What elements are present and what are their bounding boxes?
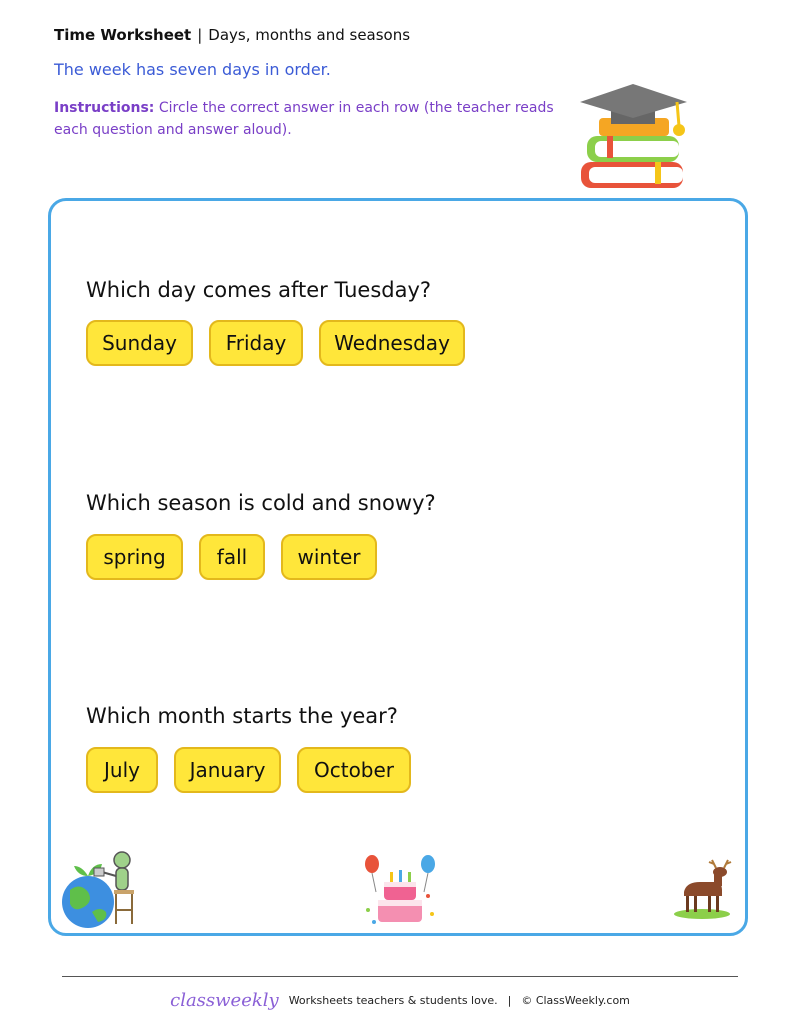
answer-option[interactable]: Sunday — [86, 320, 193, 366]
instructions — [54, 97, 574, 141]
footer-separator: | — [507, 994, 512, 1007]
answer-row-1 — [86, 320, 465, 366]
answer-option[interactable]: July — [86, 747, 158, 793]
answer-row-3 — [86, 747, 411, 793]
instructions-text: Circle the correct answer in each row (the teacher reads each question and answer aloud). — [54, 100, 554, 138]
brand-logo: classweekly — [170, 990, 279, 1011]
worksheet-title: Time Worksheet — [54, 26, 192, 44]
answer-option[interactable]: spring — [86, 534, 183, 580]
instructions-label: Instructions: — [54, 100, 155, 116]
answer-option[interactable]: Wednesday — [319, 320, 465, 366]
question-1: Which day comes after Tuesday? — [86, 278, 432, 302]
answer-option[interactable]: October — [297, 747, 411, 793]
footer — [0, 990, 800, 1011]
answer-option[interactable]: Friday — [209, 320, 303, 366]
books-graduation-cap-icon — [575, 80, 690, 195]
answer-option[interactable]: winter — [281, 534, 377, 580]
header-separator: | — [197, 26, 203, 44]
worksheet-header — [54, 26, 410, 44]
answer-option[interactable]: fall — [199, 534, 265, 580]
question-2: Which season is cold and snowy? — [86, 491, 436, 515]
birthday-cake-icon — [362, 852, 438, 928]
answer-row-2 — [86, 534, 377, 580]
subtitle: The week has seven days in order. — [54, 60, 331, 79]
deer-icon — [672, 858, 732, 920]
question-3: Which month starts the year? — [86, 704, 398, 728]
footer-copyright: © ClassWeekly.com — [521, 994, 630, 1007]
footer-divider — [62, 976, 738, 977]
earth-plant-icon — [56, 850, 140, 930]
worksheet-topic: Days, months and seasons — [208, 26, 411, 44]
footer-tagline: Worksheets teachers & students love. — [288, 994, 498, 1007]
answer-option[interactable]: January — [174, 747, 281, 793]
